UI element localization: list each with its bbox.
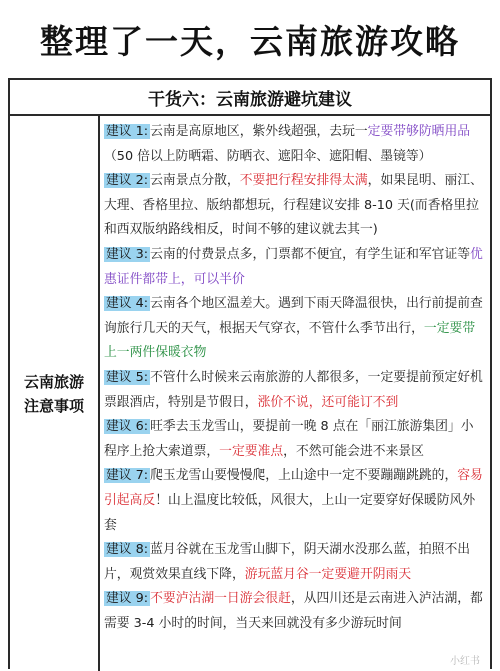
tips-list — [100, 116, 490, 671]
tip-text: ，从四川还是云南进入泸沽湖，都需要 3-4 小时的时间，当天来回就没有多少游玩时间 — [104, 591, 483, 631]
tip-highlight: 一定要准点 — [219, 443, 284, 459]
tip-item — [104, 292, 486, 366]
page-title: 整理了一天，云南旅游攻略 — [40, 21, 460, 61]
tips-row — [10, 116, 490, 671]
tip-text: 旺季去玉龙雪山，要提前一晚 8 点在「丽江旅游集团」小程序上抢大索道票， — [104, 419, 474, 459]
tip-text: 云南的付费景点多，门票都不便宜，有学生证和军官证等 — [150, 246, 471, 262]
tip-item — [104, 464, 486, 538]
tip-tag: 建议 4: — [106, 296, 149, 312]
tip-item — [104, 538, 486, 587]
tip-tag: 建议 1: — [106, 124, 149, 139]
tip-tag: 建议 5: — [106, 369, 149, 385]
tip-tag: 建议 6: — [106, 419, 149, 435]
tip-tag: 建议 8: — [106, 542, 149, 558]
watermark: 小红书 — [450, 656, 480, 667]
section-header: 干货六：云南旅游避坑建议 — [10, 80, 490, 116]
tip-text: 云南景点分散， — [150, 173, 240, 189]
category-label — [24, 370, 84, 418]
tip-highlight: 游玩蓝月谷一定要避开阴雨天 — [244, 566, 412, 582]
tip-text: ，如果昆明、丽江、大理、香格里拉、版纳都想玩，行程建议安排 8-10 天(而香格里拉和西双版纳路线相反，时间不够的建议就去其一) — [104, 173, 483, 238]
tip-item — [104, 243, 486, 292]
tip-highlight: 涨价不说，还可能订不到 — [257, 394, 399, 410]
tip-item — [104, 415, 486, 464]
tip-text: ！山上温度比较低，风很大，上山一定要穿好保暖防风外套 — [104, 492, 476, 533]
tip-item — [104, 587, 486, 636]
category-cell — [10, 116, 100, 671]
tip-highlight: 定要带够防晒用品 — [367, 124, 471, 139]
tip-highlight: 优惠证件都带上，可以半价 — [104, 246, 483, 287]
tip-text: 爬玉龙雪山要慢慢爬，上山途中一定不要蹦蹦跳跳的， — [150, 468, 458, 484]
tip-text: ，不然可能会进不来景区 — [283, 443, 424, 459]
tip-text: 云南是高原地区，紫外线超强，去玩一 — [150, 124, 368, 139]
tip-tag: 建议 3: — [106, 246, 149, 262]
category-label-line-1: 云南旅游 — [23, 372, 84, 391]
category-label-line-2: 注意事项 — [23, 396, 84, 415]
tip-highlight: 不要把行程安排得太满 — [239, 173, 368, 189]
tip-tag: 建议 9: — [106, 591, 149, 607]
tip-text: 蓝月谷就在玉龙雪山脚下，阴天湖水没那么蓝，拍照不出片，观赏效果直线下降， — [104, 542, 471, 582]
tip-item — [104, 120, 486, 169]
tip-highlight: 容易引起高反 — [104, 468, 483, 508]
tip-tag: 建议 7: — [106, 468, 149, 484]
tip-item — [104, 169, 486, 243]
tip-text: （50 倍以上防晒霜、防晒衣、遮阳伞、遮阳帽、墨镜等） — [104, 148, 432, 164]
tip-tag: 建议 2: — [106, 173, 149, 189]
tip-item — [104, 366, 486, 415]
tip-text: 不管什么时候来云南旅游的人都很多，一定要提前预定好机票跟酒店，特别是节假日， — [104, 369, 483, 410]
tips-table — [8, 78, 492, 669]
tip-highlight: 不要泸沽湖一日游会很赶 — [150, 591, 291, 607]
tip-highlight: 一定要带上一两件保暖衣物 — [104, 320, 476, 361]
tip-text: 云南各个地区温差大。遇到下雨天降温很快，出行前提前查询旅行几天的天气，根据天气穿衣，不管什么季节出行， — [104, 296, 483, 336]
